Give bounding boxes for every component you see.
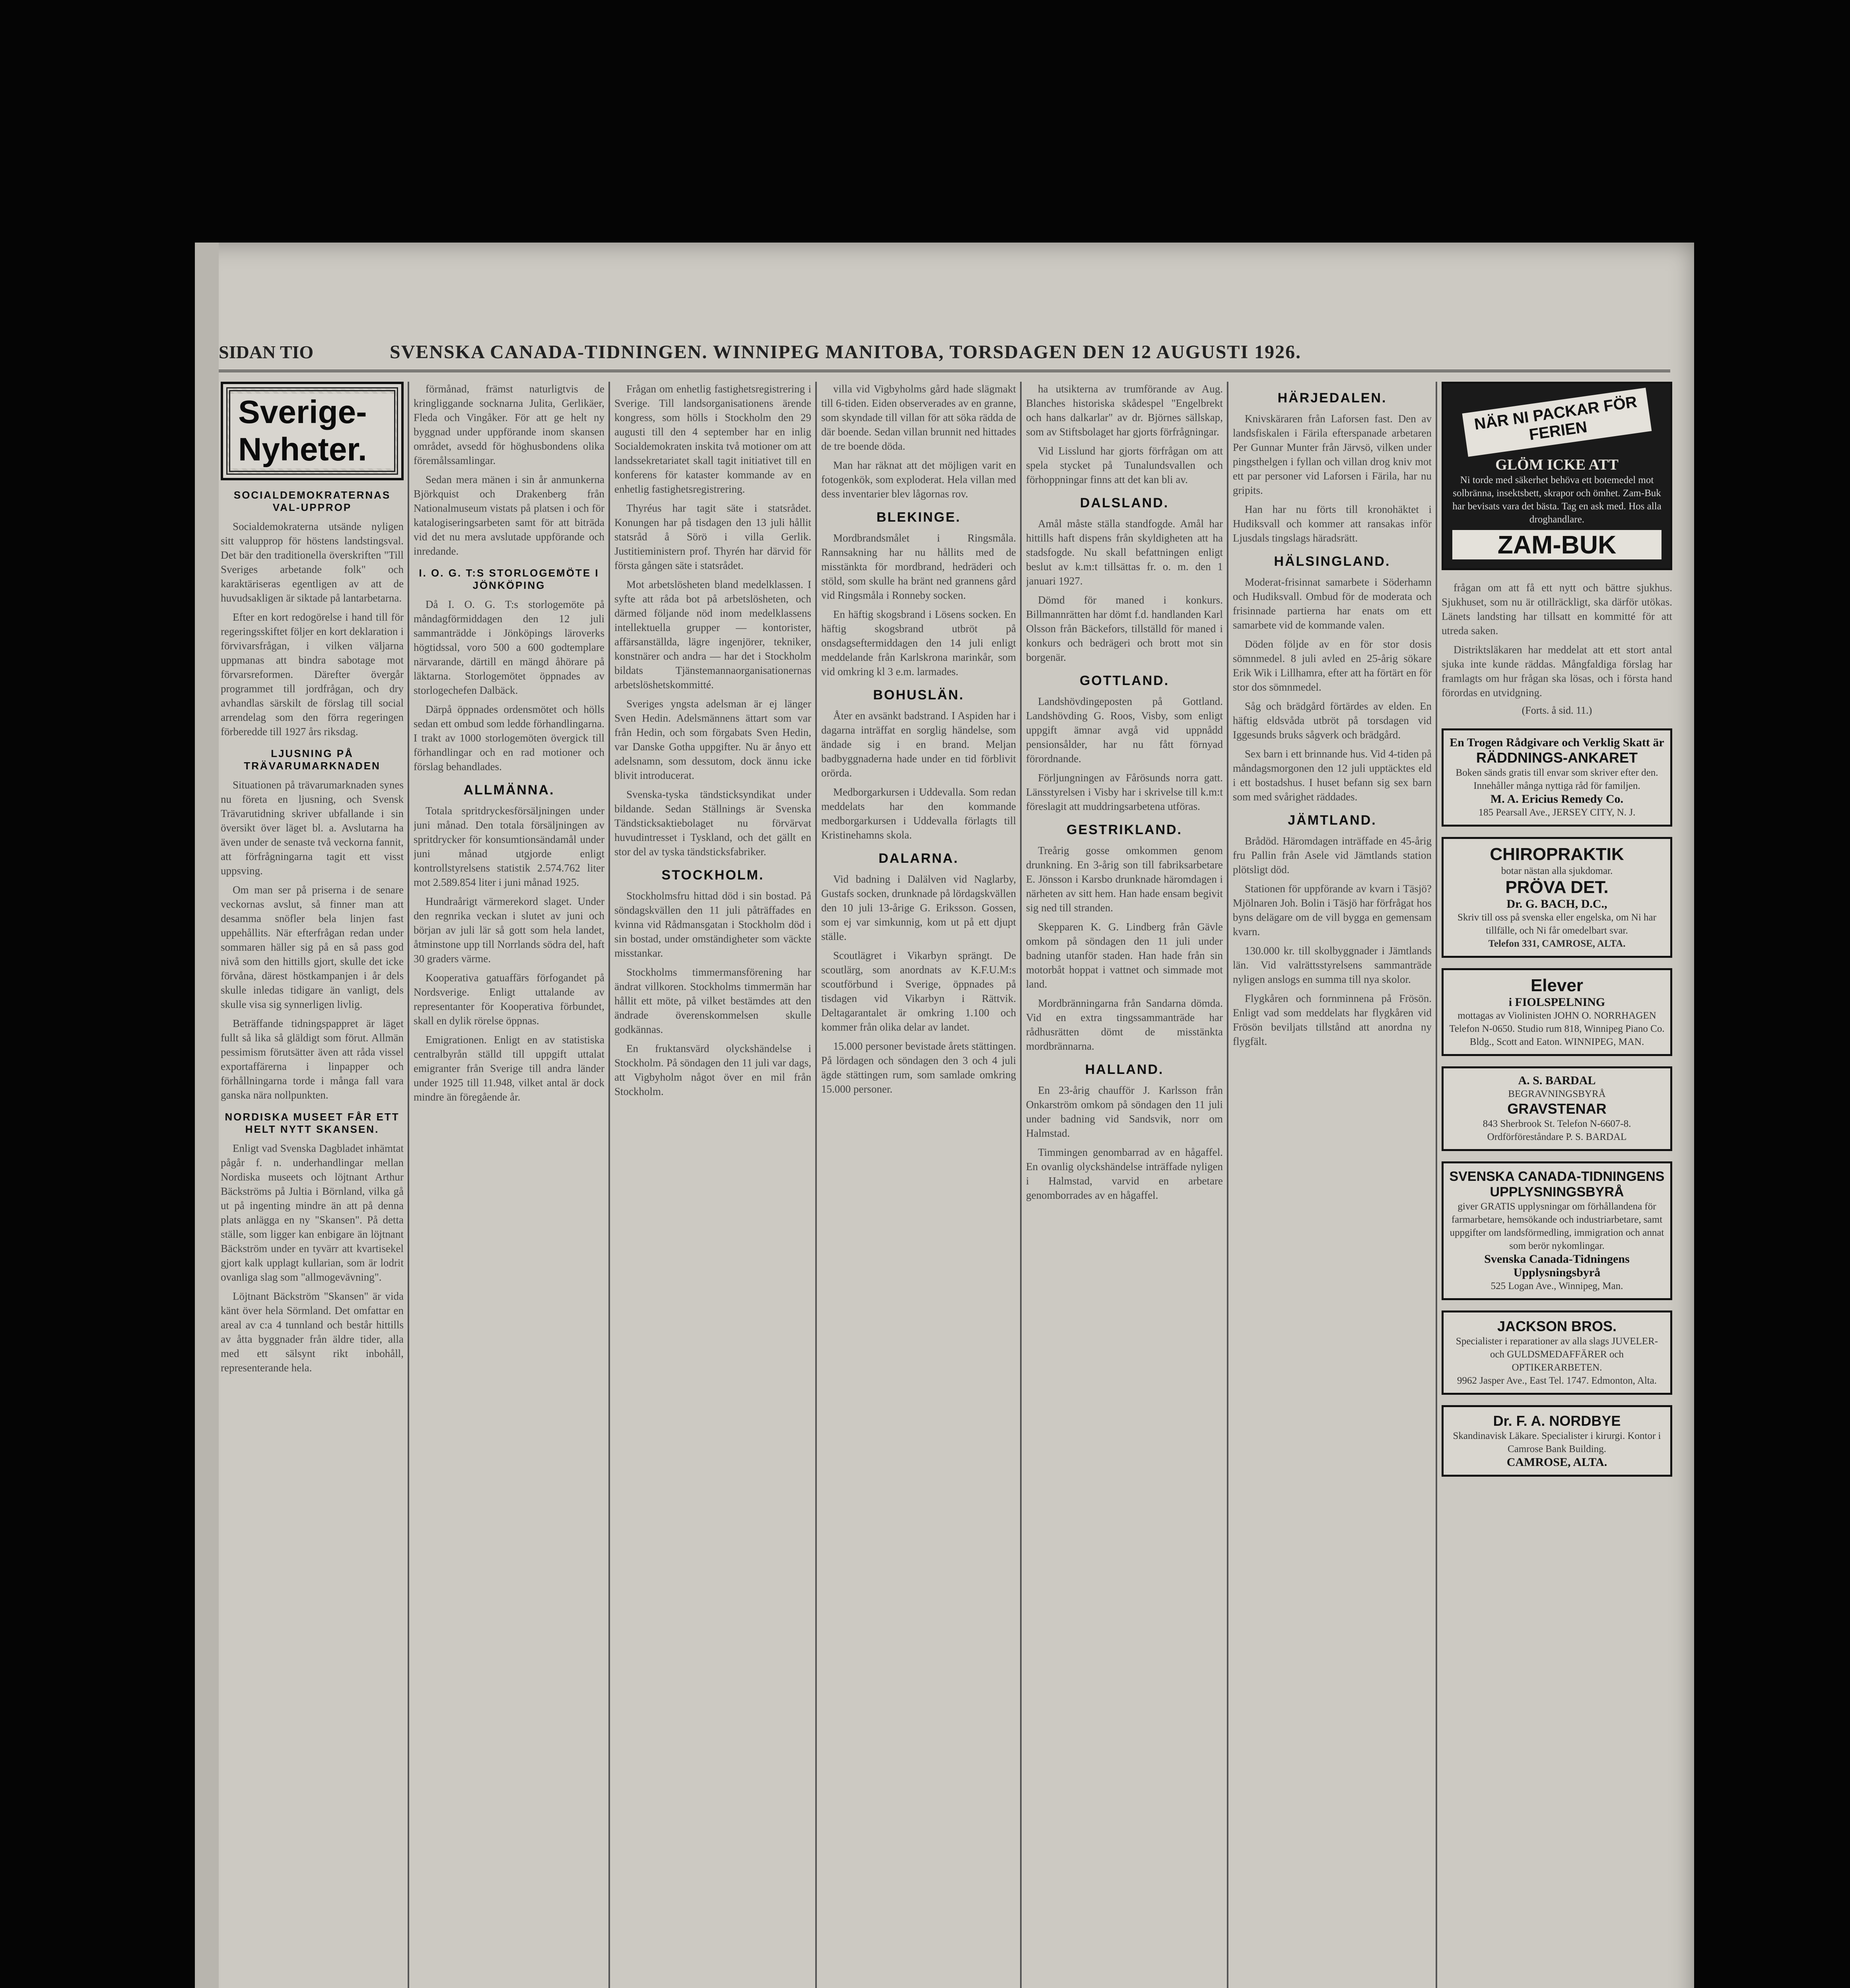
- ad-title: PRÖVA DET.: [1505, 878, 1609, 897]
- article-text: Amål måste ställa standfogde. Amål har hittills haft dispens från skyldigheten att ha stadsfogde. Nu skall befattningen enligt beslut av k.m:t tillsättas fr. o. m. den 1 januari 1927.: [1026, 518, 1223, 587]
- zam-buk-logo: ZAM-BUK: [1452, 530, 1662, 559]
- zam-text: Ni torde med säkerhet behöva ett botemedel mot solbränna, insektsbett, skrapor och ömhet. Zam-Buk har bevisats vara det bästa. Tag en ask med. Hos alla droghandlare.: [1452, 475, 1662, 525]
- ad-doctor-name: Dr. F. A. NORDBYE: [1493, 1413, 1621, 1429]
- article-text: Socialdemokraterna utsände nyligen sitt valupprop för höstens landstingsval. Det bär den traditionella överskriften "Till Sveriges arbetande folk" och karaktäriseras egentligen av att de huvudsakligen är siktade på lantarbetarna.: [221, 520, 404, 604]
- article-text: Sex barn i ett brinnande hus. Vid 4-tiden på måndagsmorgonen den 12 juli upptäcktes eld i ett bostadshus. I huset befann sig sex barn som med svårighet räddades.: [1233, 748, 1432, 803]
- article-text: Mordbränningarna från Sandarna dömda. Vid en extra tingssammanträde har rådhusrätten dömt de misstänkta mordbrännarna.: [1026, 997, 1223, 1052]
- zam-buk-ad: [1442, 382, 1672, 570]
- column-rule: [608, 382, 610, 1988]
- ad-text: Skandinavisk Läkare. Specialister i kirurgi. Kontor i Camrose Bank Building.: [1453, 1431, 1661, 1454]
- article-text: Sveriges yngsta adelsman är ej länger Sven Hedin. Adelsmännens ättart som var från Hedin, och som förgabats Sven Hedin, var Danske Gotha uppgifter. Nu är ånyo ett adelsnamn, som dessutom, dock ännu icke blivit introducerat.: [614, 698, 811, 781]
- ad-text: Boken sänds gratis till envar som skriver efter den. Innehåller många nyttiga råd för familjen.: [1456, 767, 1658, 791]
- column-3: [614, 382, 811, 1988]
- article-text: Han har nu förts till kronohäktet i Hudiksvall och kommer att ransakas inför Ljusdals tingslags häradsrätt.: [1233, 503, 1432, 544]
- section-heading: HÄRJEDALEN.: [1277, 390, 1387, 406]
- article-text: Landshövdingeposten på Gottland. Landshövding G. Roos, Visby, som enligt uppgift ämnar avgå vid uppnådd pensionsålder, har nu fått förnyad förordnande.: [1026, 695, 1223, 765]
- ad-title: SVENSKA CANADA-TIDNINGENS UPPLYSNINGSBYRÅ: [1449, 1169, 1665, 1200]
- jackson-bros-ad: [1442, 1310, 1672, 1395]
- column-4: [821, 382, 1016, 1988]
- article-text: Vid Lisslund har gjorts förfrågan om att spela stycket på Tunalundsvallen och förhoppningar finns att det kan bli av.: [1026, 445, 1223, 485]
- article-text: Scoutlägret i Vikarbyn sprängt. De scoutlärg, som anordnats av K.F.U.M:s scoutförbund i Sverige, öppnades på tisdagen vid Vikarbyn i Rättvik. Deltagarantalet är omkring 1.100 och kommer från olika delar av landet.: [821, 949, 1016, 1033]
- article-heading: LJUSNING PÅ TRÄVARUMARKNADEN: [244, 747, 381, 772]
- article-text: Man har räknat att det möjligen varit en fotogenkök, som exploderat. Hela villan med dess inventarier blev lågornas rov.: [821, 459, 1016, 500]
- column-2: [414, 382, 604, 1988]
- article-text: Förljungningen av Fårösunds norra gatt. Länsstyrelsen i Visby har i skrivelse till k.m:t föreslagit att muddringsarbetena utföras.: [1026, 772, 1223, 812]
- article-text: Dömd för maned i konkurs. Billmannrätten har dömt f.d. handlanden Karl Olsson från Bäckefors, tillställd för maned i konkurs och bedrägeri och brott mot sin borgenär.: [1026, 594, 1223, 663]
- zam-subheading: GLÖM ICKE ATT: [1495, 456, 1619, 473]
- ad-text: Specialister i reparationer av alla slags JUVELER- och GULDSMEDAFFÄRER och OPTIKERARBETEN.: [1456, 1336, 1658, 1373]
- chiropraktik-ad: [1442, 837, 1672, 958]
- ad-company: M. A. Ericius Remedy Co.: [1490, 792, 1624, 806]
- column-1: [221, 382, 404, 1988]
- ad-title: RÄDDNINGS-ANKARET: [1476, 749, 1638, 766]
- ad-title: Elever: [1530, 976, 1584, 995]
- article-text: Distriktsläkaren har meddelat att ett stort antal sjuka inte kunde räddas. Mångfaldiga förslag har framlagts om hur frågan ska lösas, och i första hand förordas en utvidgning.: [1442, 644, 1672, 699]
- article-text: Beträffande tidningspappret är läget fullt så lika så gläldigt som förut. Allmän pessimism förutsätter även att råda vissel exportaffärerna i linpapper och förhållningarna torde i många fall vara ganska nära nollpunkten.: [221, 1017, 404, 1101]
- section-heading: STOCKHOLM.: [661, 868, 764, 883]
- ad-company: Svenska Canada-Tidningens Upplysningsbyrå: [1484, 1252, 1630, 1279]
- ad-company: A. S. BARDAL: [1518, 1074, 1596, 1087]
- section-heading: BOHUSLÄN.: [873, 687, 964, 703]
- article-text: Döden följde av en för stor dosis sömnmedel. 8 juli avled en 25-årig sökare Erik Wik i Lillhamra, efter att ha förtärt en för stor dos sömnmedel.: [1233, 638, 1432, 693]
- ad-text: mottagas av Violinisten JOHN O. NORRHAGEN Telefon N-0650. Studio rum 818, Winnipeg Piano Co. Bldg., Scott and Eaton. WINNIPEG, MAN.: [1449, 1010, 1665, 1047]
- article-text: Om man ser på priserna i de senare veckornas avslut, så finner man att desamma snöfler bela linjen fast uppehållits. När efterfrågan redan under sommaren häller sig på en så pass god nivå som den hittills gjort, skulle det icke förvåna, därest höstkampanjen i år dels skulle inledas tidigare än vanligt, dels skulle visa sig synnerligen livlig.: [221, 884, 404, 1010]
- violin-lessons-ad: [1442, 968, 1672, 1056]
- raddnings-ankaret-ad: [1442, 728, 1672, 827]
- column-7-ads: [1442, 382, 1672, 1988]
- article-text: Thyréus har tagit säte i statsrådet. Konungen har på tisdagen den 13 juli hållit statsråd å Sörö i villa Gerlik. Justitieministern prof. Thyrén har därvid för första gången säte i statsrådet.: [614, 502, 811, 571]
- ad-heading: En Trogen Rådgivare och Verklig Skatt är: [1450, 736, 1664, 749]
- section-heading: HÄLSINGLAND.: [1274, 554, 1391, 569]
- article-text: Vid badning i Dalälven vid Naglarby, Gustafs socken, drunknade på lördagskvällen den 10 juli 13-årige G. Eriksson. Gossen, som ej var simkunnig, kom ut på ett djupt ställe.: [821, 873, 1016, 942]
- article-text: Då I. O. G. T:s storlogemöte på måndagförmiddagen den 12 juli sammanträdde i Jönköpings läroverks högtidssal, voro 500 a 600 godtemplare närvarande, därtill en mängd åhörare på läktarna. Storlogemötet öppnades av storlogechefen Dalbäck.: [414, 598, 604, 696]
- newspaper-page: [195, 243, 1694, 1988]
- upplysningsbyra-ad: [1442, 1161, 1672, 1300]
- ad-phone: Telefon 331, CAMROSE, ALTA.: [1488, 938, 1626, 949]
- section-heading: HALLAND.: [1085, 1062, 1164, 1077]
- article-text: Treårig gosse omkommen genom drunkning. En 3-årig son till fabriksarbetare E. Jönsson i Karsbo drunknade häromdagen i närheten av sitt hem. Han hade ensam begivit sig ned till stranden.: [1026, 845, 1223, 914]
- ad-company: JACKSON BROS.: [1497, 1318, 1617, 1334]
- article-text: Timmingen genombarrad av en hågaffel. En ovanlig olyckshändelse inträffade nyligen i Halmstad, varvid en arbetare genomborrades av en hågaffel.: [1026, 1146, 1223, 1201]
- ad-text: giver GRATIS upplysningar om förhållandena för farmarbetare, hemsökande och industriarbetare, samt uppgifter om landsförmedling, immigration och annat som berör nykomlingar.: [1450, 1201, 1664, 1251]
- section-heading: ALLMÄNNA.: [463, 782, 555, 798]
- ad-title: CHIROPRAKTIK: [1490, 845, 1624, 864]
- article-text: Sedan mera mänen i sin år anmunkerna Björkquist och Drakenberg från Nationalmuseum vistats på platsen i och för katalogiseringsarbeten samt för att biträda vid det nu mera avslutade uppförande och inredande.: [414, 474, 604, 557]
- section-heading: JÄMTLAND.: [1288, 813, 1377, 828]
- article-text: Frågan om enhetlig fastighetsregistrering i Sverige. Till landsorganisationens ärende kongress, som hölls i Stockholm den 29 augusti till den 4 september har en inlig Socialdemokraten inskita två motioner om att landssekretariatet skall tagit initiativet till en konferens för kataster kommande av en enhetlig fastighetsregistrering.: [614, 383, 811, 495]
- nordbye-ad: [1442, 1405, 1672, 1477]
- column-rule: [408, 382, 409, 1988]
- bardal-ad: [1442, 1066, 1672, 1151]
- article-text: ha utsikterna av trumförande av Aug. Blanches historiska skådespel "Engelbrekt och hans dalkarlar" av dr. Björnes sällskap, som av Stiftsbolaget har gjorts förfrågningar.: [1026, 383, 1223, 438]
- page-number: SIDAN TIO: [219, 342, 314, 362]
- article-text: frågan om att få ett nytt och bättre sjukhus. Sjukhuset, som nu är otillräckligt, ska därför utökas. Länets landsting har tillsatt en kommitté för att utreda saken.: [1442, 582, 1672, 637]
- article-text: 15.000 personer bevistade årets stättingen. På lördagen och söndagen den 3 och 4 juli ägde stättingen rum, som samlade omkring 15.000 personer.: [821, 1040, 1016, 1095]
- page-header: [219, 334, 1670, 372]
- article-text: Mot arbetslösheten bland medelklassen. I syfte att råda bot på arbetslösheten, och därmed följande nöd inom medelklassens intellektuella grupper — kontorister, affärsanställda, lägre ingenjörer, tekniker, konstnärer och andra — har det i Stockholm bildats Tjänstemannaorganisationernas arbetslöshetskommitté.: [614, 579, 811, 691]
- ad-text: Skriv till oss på svenska eller engelska, om Ni har tillfälle, och Ni får omedelbart svar.: [1457, 912, 1656, 936]
- ad-title: GRAVSTENAR: [1507, 1101, 1607, 1117]
- section-title: Sverige-Nyheter.: [230, 394, 394, 468]
- article-text: förmånad, främst naturligtvis de kringliggande socknarna Julita, Gerlikäer, Fleda och Vingåker. För att ge helt ny byggnad under uppförande inom skansen området, avsedd för höghusbondens olika föremålssamlingar.: [414, 383, 604, 466]
- article-text: Efter en kort redogörelse i hand till för regeringsskiftet följer en kort deklaration i förvivarsfrågan, i vilken väljarna uppmanas att bindra sabotage mot förvarsreformen. Därefter övergår programmet till jordfrågan, och dry avhandlas särskilt de förslag till social arrendelag som den förra regeringen förberedde till 1927 års riksdag.: [221, 611, 404, 738]
- article-text: Emigrationen. Enligt en av statistiska centralbyrån ställd till uppgift uttalat emigranter från Sverige till andra länder under 1925 till 11.948, vilket antal är dock mindre än föregående år.: [414, 1034, 604, 1103]
- ad-address: 185 Pearsall Ave., JERSEY CITY, N. J.: [1478, 807, 1636, 818]
- ad-address: CAMROSE, ALTA.: [1506, 1456, 1607, 1469]
- article-text: En 23-årig chaufför J. Karlsson från Onkarström omkom på söndagen den 11 juli under badning vid Sandsvik, norr om Halmstad.: [1026, 1084, 1223, 1139]
- ad-address: 9962 Jasper Ave., East Tel. 1747. Edmonton, Alta.: [1457, 1375, 1657, 1386]
- section-heading: DALSLAND.: [1080, 495, 1169, 511]
- article-text: 130.000 kr. till skolbyggnader i Jämtlands län. Vid valrättsstyrelsens sammanträde nyligen anslogs en summa till nya skolor.: [1233, 945, 1432, 985]
- column-rule: [815, 382, 817, 1988]
- article-text: Kooperativa gatuaffärs förfogandet på Nordsverige. Enligt uttalande av representanter för Kooperativa förbundet, skall en dylik rörelse öppnas.: [414, 972, 604, 1027]
- article-text: Hundraårigt värmerekord slaget. Under den regnrika veckan i slutet av juni och början av juli lär så gott som hela landet, åtminstone upp till Norrlands södra del, haft 30 graders värme.: [414, 895, 604, 965]
- ad-text: 843 Sherbrook St. Telefon N-6607-8. Ordförföreståndare P. S. BARDAL: [1483, 1118, 1631, 1142]
- article-text: En häftig skogsbrand i Lösens socken. En häftig skogsbrand utbröt på onsdagseftermiddagen den 14 juli enligt meddelande från Karlskrona marinkår, som vid omkring kl 3 e.m. larmades.: [821, 608, 1016, 678]
- section-heading: GESTRIKLAND.: [1067, 822, 1182, 837]
- article-text: Skepparen K. G. Lindberg från Gävle omkom på söndagen den 11 juli under badning utanför staden. Han hade från sin motorbåt hoppat i vattnet och simmade mot land.: [1026, 921, 1223, 990]
- column-rule: [1227, 382, 1228, 1988]
- column-rule: [1436, 382, 1437, 1988]
- article-text: Knivskäraren från Laforsen fast. Den av landsfiskalen i Färila efterspanade arbetaren Per Gunnar Munter från Järvsö, vilken under pingsthelgen i fyllan och villan drog kniv mot ett par personer vid Laforsen i Färila, har nu gripits.: [1233, 413, 1432, 496]
- column-5: [1026, 382, 1223, 1988]
- article-text: Svenska-tyska tändsticksyndikat under bildande. Sedan Ställnings är Svenska Tändsticksaktiebolaget nu förvärvat huvudintresset i Tyskland, och det gällt en stor del av tyska tändsticksfabriker.: [614, 788, 811, 858]
- continued-note: (Forts. å sid. 11.): [1522, 705, 1592, 716]
- article-text: Därpå öppnades ordensmötet och hölls sedan ett ombud som ledde förhandlingarna. I trakt av 1000 storlogemöten övergick till förhandlingar och en rad motioner och förslag behandlades.: [414, 703, 604, 773]
- article-heading: SOCIALDEMOKRATERNAS VAL-UPPROP: [233, 489, 391, 513]
- ad-doctor-name: Dr. G. BACH, D.C.,: [1506, 897, 1607, 911]
- section-heading: GOTTLAND.: [1079, 673, 1170, 688]
- article-text: En fruktansvärd olyckshändelse i Stockholm. På söndagen den 11 juli var dags, att Vigbyholm något över en mil från Stockholm.: [614, 1043, 811, 1097]
- ad-text: BEGRAVNINGSBYRÅ: [1508, 1089, 1606, 1099]
- section-heading: DALARNA.: [878, 851, 959, 866]
- masthead: SVENSKA CANADA-TIDNINGEN. WINNIPEG MANITOBA, TORSDAGEN DEN 12 AUGUSTI 1926.: [390, 341, 1302, 363]
- ad-text: botar nästan alla sjukdomar.: [1501, 866, 1613, 876]
- article-text: Mordbrandsmålet i Ringsmåla. Rannsakning har nu hållits med de misstänkta för mordbrand, hedräderi och stöld, som skulle ha bränt ned grannens gård vid Ringsmåla i Ronneby socken.: [821, 532, 1016, 601]
- ad-address: 525 Logan Ave., Winnipeg, Man.: [1490, 1281, 1623, 1291]
- article-heading: I. O. G. T:S STORLOGEMÖTE I JÖNKÖPING: [419, 567, 599, 591]
- article-text: Enligt vad Svenska Dagbladet inhämtat pågår f. n. underhandlingar mellan Nordiska museets och löjtnant Arthur Bäckströms på Jultia i Börnland, vilka gå ut på ingenting mindre än att på denna plats anlägga en ny "Skansen". På detta ställe, som ligger kan enbigare än löjtnant Bäckström under en tyvärr att kvartisekel gjort kalk upplagt kullarian, som är lodrit ovanliga slag som "allmogevävning".: [221, 1142, 404, 1283]
- article-text: Medborgarkursen i Uddevalla. Som redan meddelats har den kommande medborgarkursen i Uddevalla förlagts till Kristinehamns skola.: [821, 786, 1016, 841]
- article-text: Moderat-frisinnat samarbete i Söderhamn och Hudiksvall. Ombud för de moderata och frisinnade partierna har enats om ett samarbete vid de kommande valen.: [1233, 576, 1432, 631]
- column-rule: [1020, 382, 1022, 1988]
- page-edge: [195, 243, 219, 1988]
- column-6: [1233, 382, 1432, 1988]
- article-text: Flygkåren och fornminnena på Frösön. Enligt vad som meddelats har flygkåren vid Frösön beviljats tillstånd att anordna ny flygfält.: [1233, 992, 1432, 1047]
- ad-subtitle: i FIOLSPELNING: [1508, 996, 1605, 1009]
- section-heading: BLEKINGE.: [876, 510, 961, 525]
- article-text: Totala spritdryckesförsäljningen under juni månad. Den totala försäljningen av spritdrycker för konsumtionsändamål under juni månad utgjorde enligt kontrollstyrelsens statistik 2.574.762 liter mot 2.589.854 liter i juni månad 1925.: [414, 805, 604, 888]
- article-text: Brådöd. Häromdagen inträffade en 45-årig fru Pallin från Asele vid Jämtlands station plötsligt död.: [1233, 835, 1432, 876]
- article-text: Åter en avsänkt badstrand. I Aspiden har i dagarna inträffat en sorglig händelse, som ändade sig i en brand. Meljan badbyggnaderna hade under en tid förblivit orörda.: [821, 710, 1016, 779]
- article-text: villa vid Vigbyholms gård hade slägmakt till 6-tiden. Eiden observerades av en granne, som skyndade till villan för att söka rädda de där boende. Sedan villan brunnit ned hittades de tre boende döda.: [821, 383, 1016, 452]
- article-text: Stockholms timmermansförening har ändrat villkoren. Stockholms timmermän har hållit ett möte, på vilket bestämdes att den ändrade överenskommelsen skulle godkännas.: [614, 966, 811, 1035]
- article-heading: NORDISKA MUSEET FÅR ETT HELT NYTT SKANSEN.: [225, 1111, 400, 1135]
- article-text: Löjtnant Bäckström "Skansen" är vida känt över hela Sörmland. Det omfattar en areal av c:a 4 tunnland och består hittills av åtta byggnader från äldre tider, alla med ett sälsynt rikt inbohåll, representerande hela.: [221, 1290, 404, 1374]
- article-text: Situationen på trävarumarknaden synes nu företa en ljusning, och Svensk Trävarutidning skriver ubfallande i sin översikt över läget bl. a. Avslutarna ha även under de senaste två veckorna fannit, att förfrågningarna tagit ett visst uppsving.: [221, 779, 404, 877]
- sverige-nyheter-banner: [221, 382, 404, 480]
- article-text: Såg och brädgård förtärdes av elden. En häftig eldsvåda utbröt på torsdagen vid Iggesunds bruks sågverk och brädgård.: [1233, 700, 1432, 741]
- article-text: Stockholmsfru hittad död i sin bostad. På söndagskvällen den 11 juli påträffades en kvinna vid Rådmansgatan i Stockholm död i sin bostad, under omständigheter som väckte misstankar.: [614, 890, 811, 959]
- zam-banner: NÄR NI PACKAR FÖR FERIEN: [1462, 388, 1652, 457]
- article-text: Stationen för uppförande av kvarn i Täsjö? Mjölnaren Joh. Bolin i Täsjö har förfrågat hos byns delägare om de vill bygga en gemensam kvarn.: [1233, 883, 1432, 938]
